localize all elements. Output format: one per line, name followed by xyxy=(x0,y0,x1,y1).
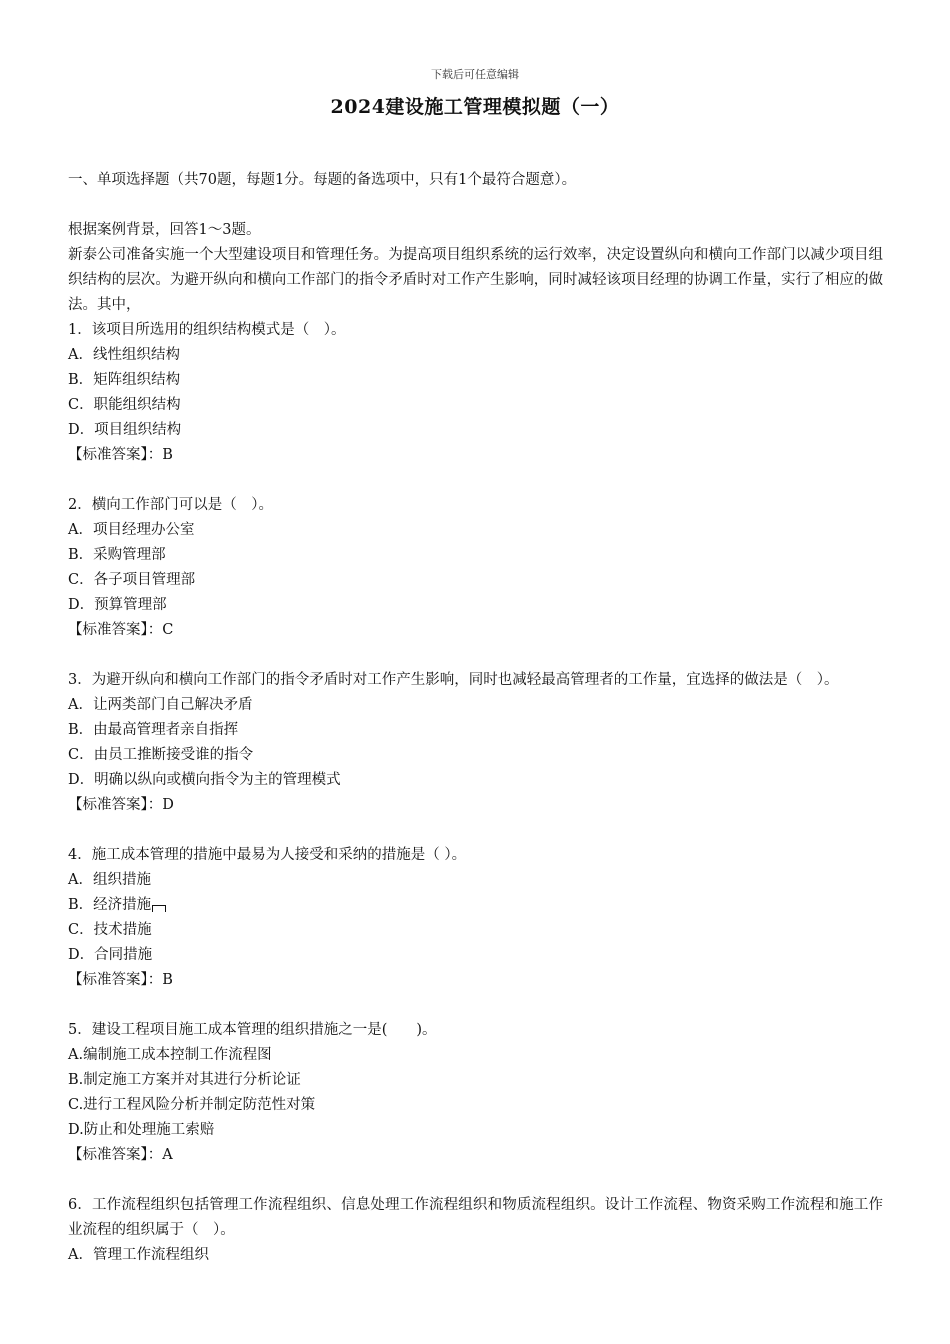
question-stem: 3．为避开纵向和横向工作部门的指令矛盾时对工作产生影响，同时也减轻最高管理者的工作量，宜选择的做法是（ ）。 xyxy=(68,672,839,688)
standard-answer: 【标准答案】：B xyxy=(68,972,173,988)
question-stem: 2．横向工作部门可以是（ ）。 xyxy=(68,497,273,513)
option-d: D．合同措施 xyxy=(68,947,153,963)
option-c: C．由员工推断接受谁的指令 xyxy=(68,747,254,763)
question-stem: 5．建设工程项目施工成本管理的组织措施之一是( )。 xyxy=(68,1022,437,1038)
option-b: B．采购管理部 xyxy=(68,547,166,563)
question-stem: 4．施工成本管理的措施中最易为人接受和采纳的措施是（ ）。 xyxy=(68,847,467,863)
option-b: B．经济措施 xyxy=(68,897,152,913)
option-d: D．预算管理部 xyxy=(68,597,167,613)
option-b: B．由最高管理者亲自指挥 xyxy=(68,722,239,738)
option-a: A．线性组织结构 xyxy=(68,347,180,363)
standard-answer: 【标准答案】：C xyxy=(68,622,174,638)
option-a: A．让两类部门自己解决矛盾 xyxy=(68,697,253,713)
question-stem: 1．该项目所选用的组织结构模式是（ ）。 xyxy=(68,322,346,338)
option-a: A.编制施工成本控制工作流程图 xyxy=(68,1047,272,1063)
standard-answer: 【标准答案】：B xyxy=(68,447,173,463)
stray-mark-icon xyxy=(152,905,166,912)
question-1 xyxy=(68,318,883,468)
option-c: C.进行工程风险分析并制定防范性对策 xyxy=(68,1097,316,1113)
option-b: B．矩阵组织结构 xyxy=(68,372,181,388)
option-c: C．职能组织结构 xyxy=(68,397,181,413)
question-2 xyxy=(68,493,883,643)
header-note: 下载后可任意编辑 xyxy=(431,68,519,81)
option-a: A．组织措施 xyxy=(68,872,151,888)
option-d: D.防止和处理施工索赔 xyxy=(68,1122,215,1138)
section-heading: 一、单项选择题（共70题，每题1分。每题的备选项中，只有1个最符合题意）。 xyxy=(68,172,577,188)
question-6 xyxy=(68,1193,883,1268)
standard-answer: 【标准答案】：D xyxy=(68,797,174,813)
option-c: C．各子项目管理部 xyxy=(68,572,196,588)
option-b-row xyxy=(68,893,883,918)
standard-answer: 【标准答案】：A xyxy=(68,1147,173,1163)
question-3 xyxy=(68,668,883,818)
case-intro: 根据案例背景，回答1～3题。 xyxy=(68,222,261,238)
option-b: B.制定施工方案并对其进行分析论证 xyxy=(68,1072,301,1088)
document-body xyxy=(68,168,883,1268)
option-d: D．明确以纵向或横向指令为主的管理模式 xyxy=(68,772,341,788)
option-d: D．项目组织结构 xyxy=(68,422,182,438)
page-title: 2024建设施工管理模拟题（一） xyxy=(330,96,620,118)
question-5 xyxy=(68,1018,883,1168)
question-stem: 6．工作流程组织包括管理工作流程组织、信息处理工作流程组织和物质流程组织。设计工作流程、物资采购工作流程和施工作业流程的组织属于（ ）。 xyxy=(68,1197,883,1238)
case-text: 新泰公司准备实施一个大型建设项目和管理任务。为提高项目组织系统的运行效率，决定设置纵向和横向工作部门以减少项目组织结构的层次。为避开纵向和横向工作部门的指令矛盾时对工作产生影响，同时减轻该项目经理的协调工作量，实行了相应的做法。其中， xyxy=(68,247,883,313)
option-a: A．管理工作流程组织 xyxy=(68,1247,209,1263)
option-a: A．项目经理办公室 xyxy=(68,522,195,538)
option-c: C．技术措施 xyxy=(68,922,152,938)
question-4 xyxy=(68,843,883,993)
